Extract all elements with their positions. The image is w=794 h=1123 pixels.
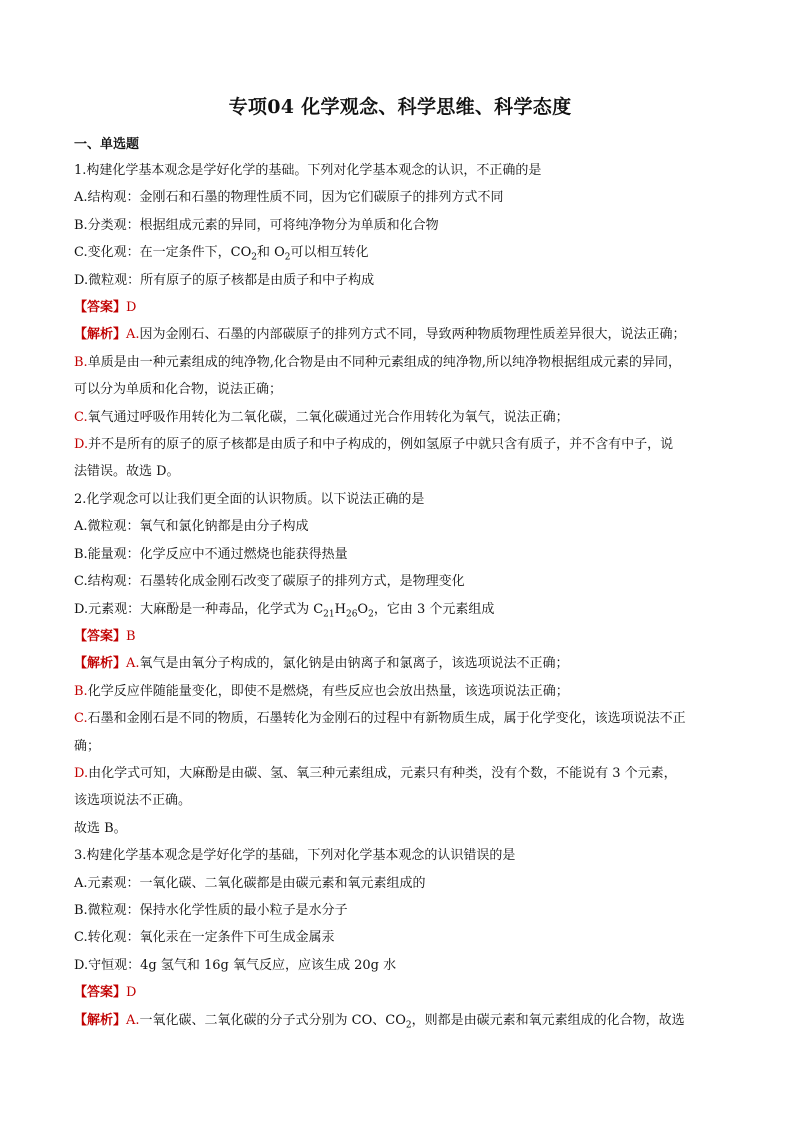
question-2-stem: 2.化学观念可以让我们更全面的认识物质。以下说法正确的是 xyxy=(74,491,425,507)
analysis-text: 并不是所有的原子的原子核都是由质子和中子构成的，例如氢原子中就只含有质子，并不含有中子，说 xyxy=(88,437,674,453)
question-1-option-c xyxy=(74,239,726,266)
answer-value: D xyxy=(126,985,137,1001)
analysis-text: 单质是由一种元素组成的纯净物,化合物是由不同种元素组成的纯净物,所以纯净物根据组成元素的异同， xyxy=(87,354,681,370)
question-2-option-c: C.结构观：石墨转化成金刚石改变了碳原子的排列方式，是物理变化 xyxy=(74,574,465,590)
analysis-tag: 【解析】 xyxy=(74,327,127,343)
analysis-lead: C. xyxy=(74,409,88,425)
option-c-text-3: 可以相互转化 xyxy=(290,245,369,261)
question-3-stem: 3.构建化学基本观念是学好化学的基础，下列对化学基本观念的认识错误的是 xyxy=(74,848,516,864)
analysis-lead: D. xyxy=(74,437,89,453)
analysis-text: 由化学式可知，大麻酚是由碳、氢、氧三种元素组成，元素只有种类，没有个数，不能说有 3 个元素， xyxy=(88,765,677,781)
question-1-analysis-b-cont: 可以分为单质和化合物，说法正确； xyxy=(74,382,283,398)
answer-tag: 【答案】 xyxy=(74,628,127,644)
analysis-tag: 【解析】 xyxy=(74,1012,127,1028)
analysis-text: 因为金刚石、石墨的内部碳原子的排列方式不同，导致两种物质物理性质差异很大，说法正确； xyxy=(139,327,686,343)
question-1-option-b: B.分类观：根据组成元素的异同，可将纯净物分为单质和化合物 xyxy=(74,217,439,233)
answer-value: D xyxy=(126,300,137,316)
subscript: 2 xyxy=(284,252,291,263)
subscript: 26 xyxy=(345,609,358,620)
question-1-stem: 1.构建化学基本观念是学好化学的基础。下列对化学基本观念的认识，不正确的是 xyxy=(74,163,542,178)
option-c-text-1: C.变化观：在一定条件下，CO xyxy=(74,245,252,261)
option-c-text-2: 和 O xyxy=(256,245,285,261)
question-2-analysis-a xyxy=(74,650,726,677)
page-title: 专项04 化学观念、科学思维、科学态度 xyxy=(228,96,572,118)
option-d-text-2: ，它由 3 个元素组成 xyxy=(373,601,495,617)
question-3-analysis-a xyxy=(74,1007,726,1034)
question-1-option-a: A.结构观：金刚石和石墨的物理性质不同，因为它们碳原子的排列方式不同 xyxy=(74,190,504,206)
question-2-analysis-d xyxy=(74,760,726,787)
question-3-option-d: D.守恒观：4g 氢气和 16g 氧气反应，应该生成 20g 水 xyxy=(74,957,397,973)
answer-value: B xyxy=(126,628,136,644)
analysis-text: 石墨和金刚石是不同的物质，石墨转化为金刚石的过程中有新物质生成，属于化学变化，该选项说法不正 xyxy=(87,711,686,727)
section-heading: 一、单选题 xyxy=(74,137,140,152)
analysis-text-cont: ，则都是由碳元素和氧元素组成的化合物，故选 xyxy=(411,1012,685,1028)
question-2-analysis-c-cont: 确； xyxy=(74,738,101,754)
analysis-lead: A. xyxy=(126,327,140,343)
question-2-analysis-d-cont: 该选项说法不正确。 xyxy=(74,793,192,809)
analysis-text: 一氧化碳、二氧化碳的分子式分别为 CO、CO xyxy=(139,1012,406,1028)
analysis-lead: A. xyxy=(126,656,140,672)
answer-tag: 【答案】 xyxy=(74,300,127,316)
subscript: 21 xyxy=(323,609,335,620)
analysis-text: 化学反应伴随能量变化，即使不是燃烧，有些反应也会放出热量，该选项说法正确； xyxy=(87,683,569,699)
question-2-answer xyxy=(74,623,726,650)
question-1-analysis-a xyxy=(74,321,726,348)
subscript: 2 xyxy=(251,252,257,263)
formula-o: O xyxy=(357,601,369,617)
answer-tag: 【答案】 xyxy=(74,985,127,1001)
analysis-tag: 【解析】 xyxy=(74,656,127,672)
question-3-answer xyxy=(74,979,726,1006)
question-1-analysis-d-cont: 法错误。故选 D。 xyxy=(74,464,180,480)
question-3-option-a: A.元素观：一氧化碳、二氧化碳都是由碳元素和氧元素组成的 xyxy=(74,875,426,891)
question-2-conclusion: 故选 B。 xyxy=(74,820,127,836)
analysis-lead: A. xyxy=(126,1012,140,1028)
question-3-option-c: C.转化观：氧化汞在一定条件下可生成金属汞 xyxy=(74,930,335,946)
formula-h: H xyxy=(334,601,346,617)
question-2-option-b: B.能量观：化学反应中不通过燃烧也能获得热量 xyxy=(74,546,348,562)
document-page xyxy=(74,88,726,1034)
analysis-lead: C. xyxy=(74,711,88,727)
question-2-analysis-b xyxy=(74,678,726,705)
question-1-answer xyxy=(74,294,726,321)
subscript: 2 xyxy=(405,1020,412,1031)
question-1-analysis-c xyxy=(74,404,726,431)
question-1-analysis-b xyxy=(74,349,726,376)
question-2-option-a: A.微粒观：氧气和氯化钠都是由分子构成 xyxy=(74,519,309,535)
analysis-text: 氧气通过呼吸作用转化为二氧化碳，二氧化碳通过光合作用转化为氧气，说法正确； xyxy=(87,409,569,425)
subscript: 2 xyxy=(368,609,374,620)
question-1-option-d: D.微粒观：所有原子的原子核都是由质子和中子构成 xyxy=(74,272,375,288)
question-3-option-b: B.微粒观：保持水化学性质的最小粒子是水分子 xyxy=(74,902,348,918)
analysis-lead: B. xyxy=(74,683,88,699)
analysis-lead: D. xyxy=(74,765,89,781)
question-2-analysis-c xyxy=(74,705,726,732)
analysis-lead: B. xyxy=(74,354,88,370)
question-2-option-d xyxy=(74,596,726,623)
analysis-text: 氧气是由氧分子构成的，氯化钠是由钠离子和氯离子，该选项说法不正确； xyxy=(139,656,569,672)
question-1-analysis-d xyxy=(74,431,726,458)
option-d-text-1: D.元素观：大麻酚是一种毒品，化学式为 C xyxy=(74,601,324,617)
